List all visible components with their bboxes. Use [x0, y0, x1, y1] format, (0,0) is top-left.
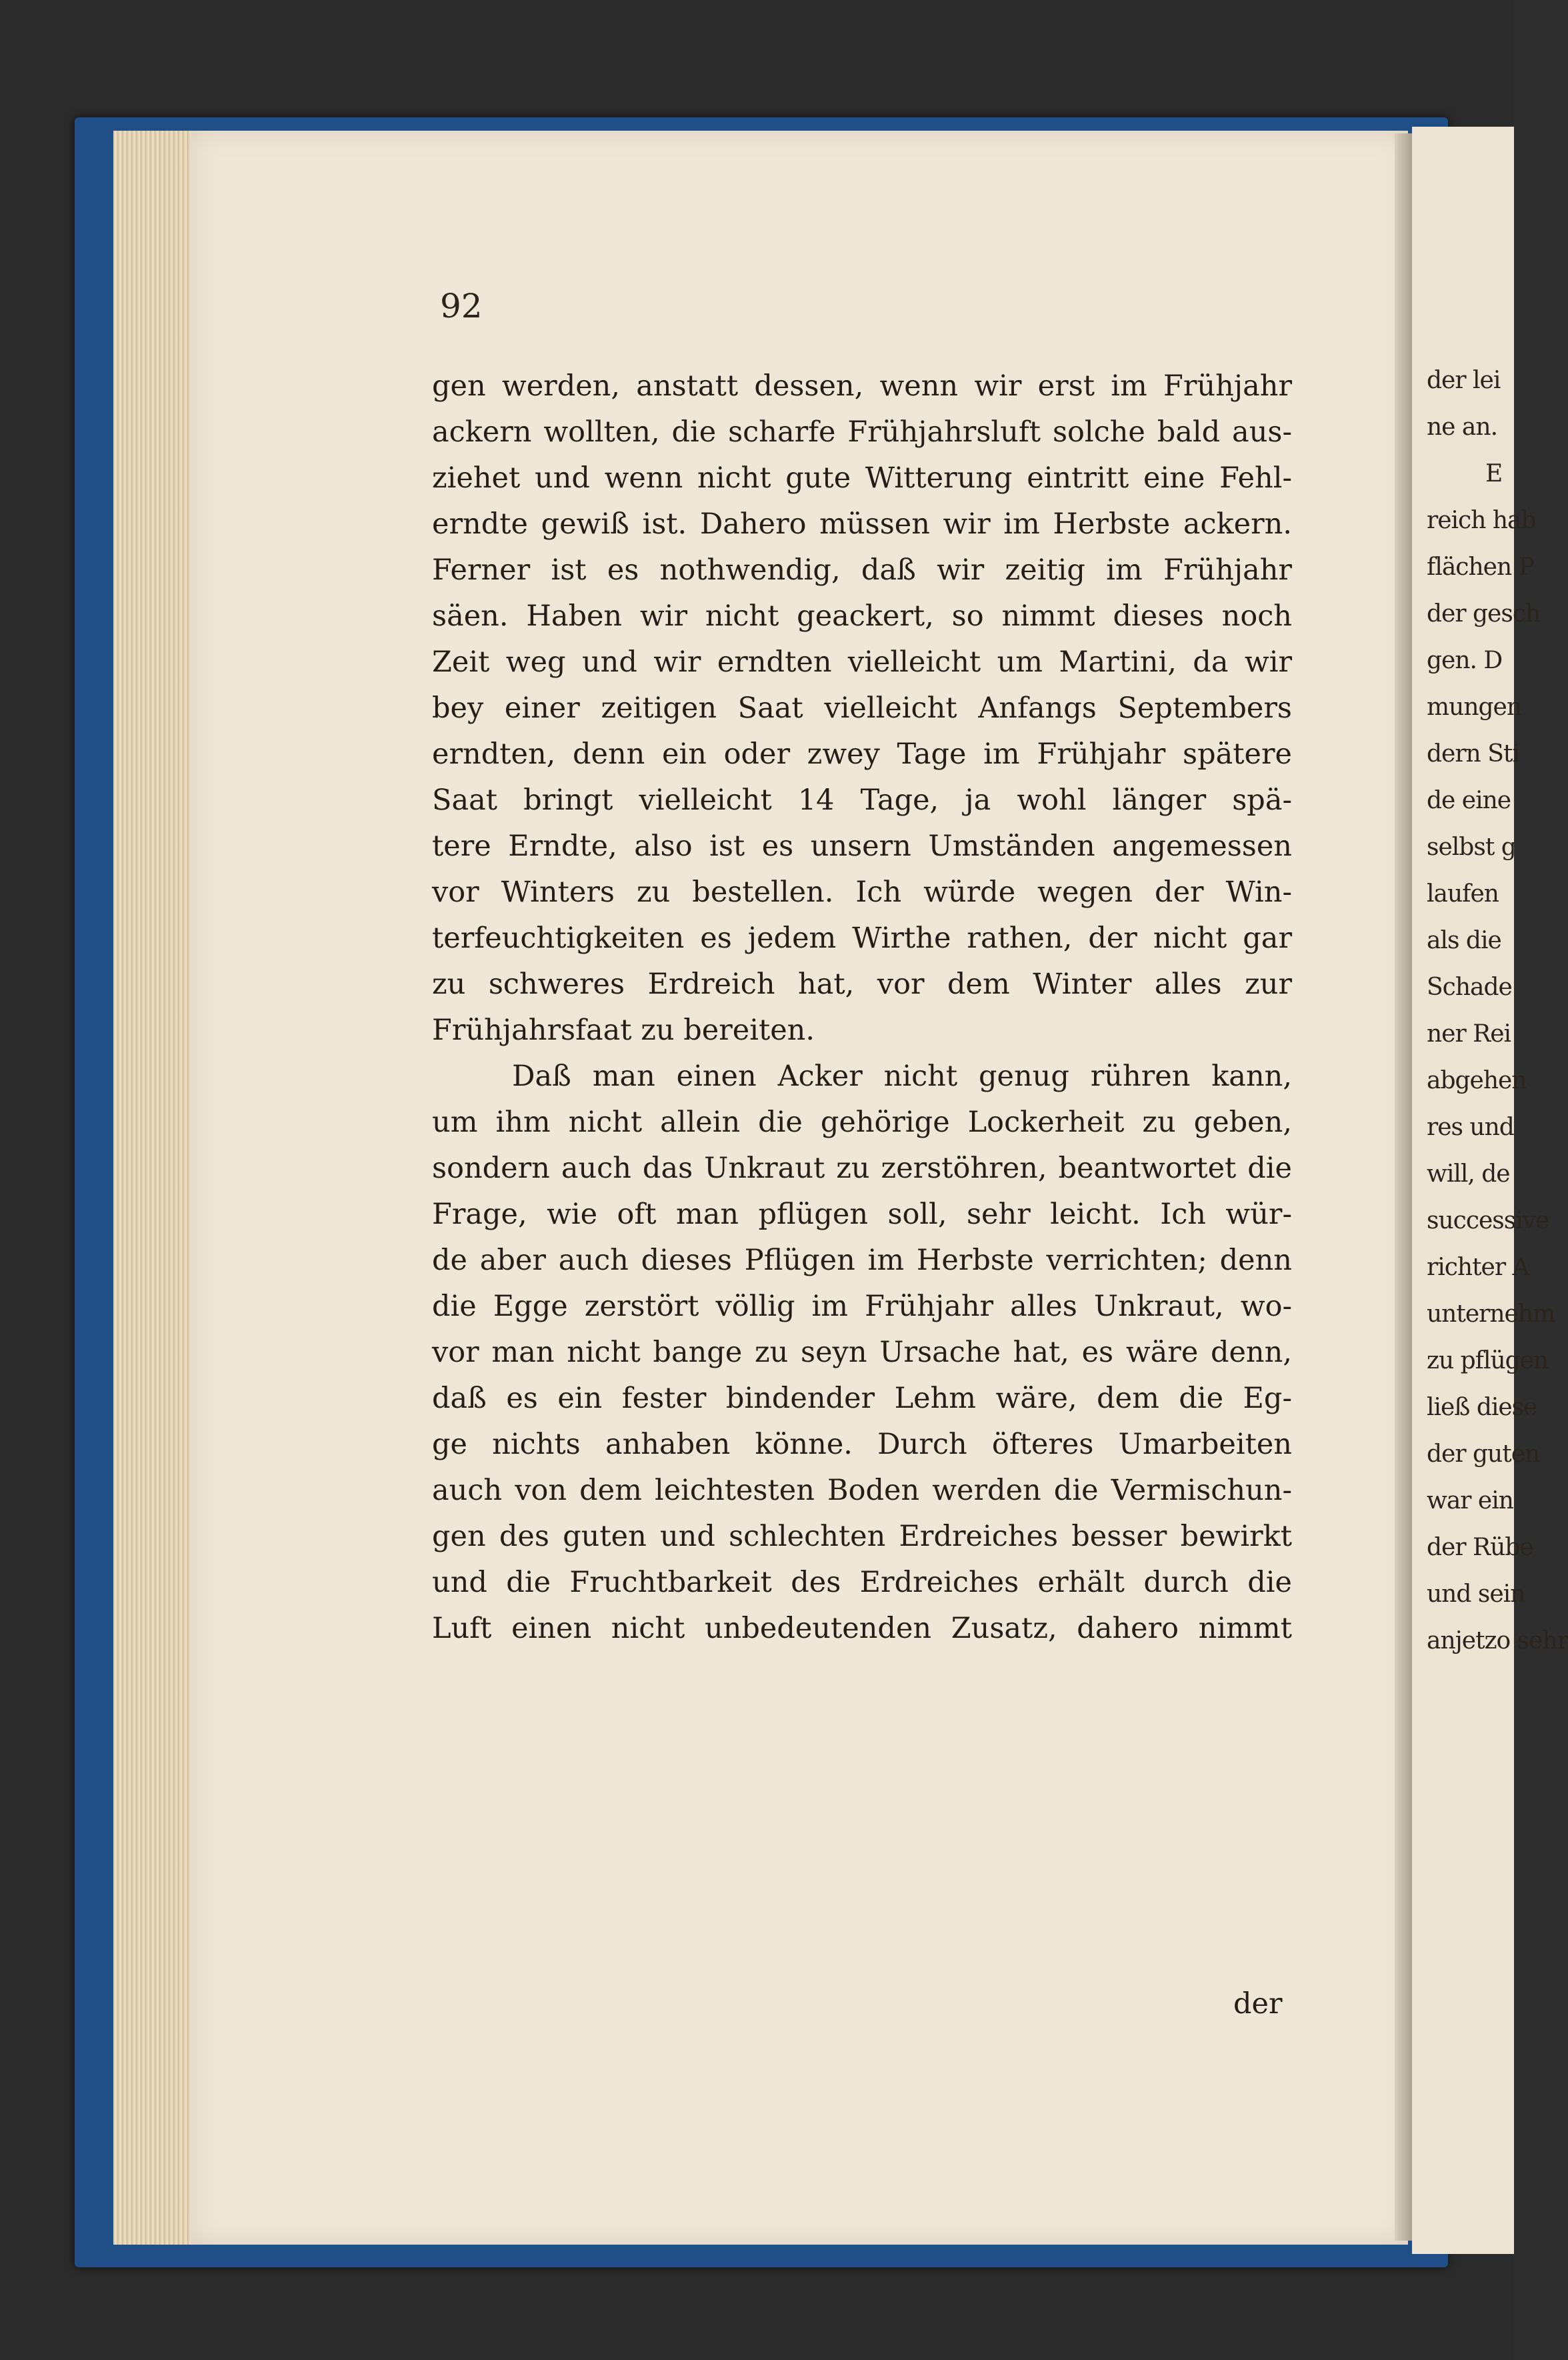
- text-line: ge nichts anhaben könne. Durch öfteres Umarbeiten: [432, 1428, 1292, 1461]
- facing-page-fragment: laufen: [1427, 880, 1499, 908]
- facing-page-fragment: de eine: [1427, 787, 1511, 814]
- body-text: [432, 363, 1292, 1652]
- facing-page-fragment: und sein: [1427, 1580, 1525, 1608]
- text-line: tere Erndte, also ist es unsern Umständen angemessen: [432, 830, 1292, 863]
- facing-page-fragment: will, de: [1427, 1160, 1510, 1188]
- facing-page-fragment: anjetzo sehr: [1427, 1627, 1568, 1654]
- text-line: und die Fruchtbarkeit des Erdreiches erhält durch die: [432, 1566, 1292, 1599]
- facing-page-fragment: successive: [1427, 1207, 1549, 1234]
- facing-page-fragment: res und: [1427, 1114, 1514, 1141]
- text-line: um ihm nicht allein die gehörige Lockerheit zu geben,: [432, 1106, 1292, 1139]
- text-line: sondern auch das Unkraut zu zerstöhren, beantwortet die: [432, 1152, 1292, 1185]
- facing-page-fragment: E: [1485, 460, 1503, 487]
- text-line: Luft einen nicht unbedeutenden Zusatz, dahero nimmt: [432, 1612, 1292, 1645]
- text-line: de aber auch dieses Pflügen im Herbste verrichten; denn: [432, 1244, 1292, 1277]
- facing-page-fragment: flächen P: [1427, 553, 1534, 581]
- text-line: Frage, wie oft man pflügen soll, sehr leicht. Ich wür-: [432, 1198, 1292, 1231]
- facing-page-fragment: unternehm: [1427, 1300, 1555, 1328]
- facing-page-fragment: reich hab: [1427, 507, 1536, 534]
- facing-page-fragment: ne an.: [1427, 413, 1498, 441]
- facing-page-fragment: abgehen: [1427, 1067, 1527, 1094]
- text-line: ziehet und wenn nicht gute Witterung eintritt eine Fehl-: [432, 461, 1292, 495]
- text-line: erndten, denn ein oder zwey Tage im Frühjahr spätere: [432, 738, 1292, 771]
- facing-page-fragment: der lei: [1427, 367, 1501, 394]
- facing-page-fragment: als die: [1427, 927, 1501, 954]
- facing-page-fragment: ließ diese: [1427, 1394, 1537, 1421]
- text-line: erndte gewiß ist. Dahero müssen wir im Herbste ackern.: [432, 507, 1292, 541]
- facing-page: [1412, 127, 1568, 2254]
- text-line: gen des guten und schlechten Erdreiches besser bewirkt: [432, 1520, 1292, 1553]
- text-line: vor Winters zu bestellen. Ich würde wegen der Win-: [432, 876, 1292, 909]
- text-line: vor man nicht bange zu seyn Ursache hat, es wäre denn,: [432, 1336, 1292, 1369]
- text-line: bey einer zeitigen Saat vielleicht Anfangs Septembers: [432, 692, 1292, 725]
- facing-page-fragment: der guten: [1427, 1440, 1540, 1468]
- facing-page-fragment: ner Rei: [1427, 1020, 1511, 1048]
- text-line: Ferner ist es nothwendig, daß wir zeitig im Frühjahr: [432, 553, 1292, 587]
- text-line: terfeuchtigkeiten es jedem Wirthe rathen, der nicht gar: [432, 922, 1292, 955]
- facing-page-fragment: selbst g: [1427, 834, 1516, 861]
- facing-page-fragment: zu pflügen: [1427, 1347, 1549, 1374]
- catchword: der: [1233, 1987, 1283, 2021]
- text-line: Frühjahrsfaat zu bereiten.: [432, 1014, 815, 1047]
- text-line: auch von dem leichtesten Boden werden die Vermischun-: [432, 1474, 1292, 1507]
- text-line: ackern wollten, die scharfe Frühjahrsluft solche bald aus-: [432, 415, 1292, 449]
- page-edges: [113, 131, 193, 2245]
- text-line: säen. Haben wir nicht geackert, so nimmt dieses noch: [432, 600, 1292, 633]
- facing-page-fragment: war ein: [1427, 1487, 1513, 1514]
- facing-page-fragment: mungen: [1427, 694, 1522, 721]
- facing-page-fragment: gen. D: [1427, 647, 1503, 674]
- facing-page-fragment: der Rübe: [1427, 1534, 1533, 1561]
- text-line: zu schweres Erdreich hat, vor dem Winter alles zur: [432, 968, 1292, 1001]
- book-gutter: [1395, 133, 1413, 2241]
- page-number: 92: [440, 287, 483, 325]
- facing-page-fragment: Schade: [1427, 974, 1512, 1001]
- facing-page-fragment: richter A: [1427, 1254, 1529, 1281]
- text-line: die Egge zerstört völlig im Frühjahr alles Unkraut, wo-: [432, 1290, 1292, 1323]
- text-line: daß es ein fester bindender Lehm wäre, dem die Eg-: [432, 1382, 1292, 1415]
- text-line: Daß man einen Acker nicht genug rühren kann,: [512, 1060, 1292, 1093]
- text-line: Saat bringt vielleicht 14 Tage, ja wohl länger spä-: [432, 784, 1292, 817]
- text-line: gen werden, anstatt dessen, wenn wir erst im Frühjahr: [432, 369, 1292, 403]
- facing-page-fragment: der gesch: [1427, 600, 1541, 628]
- facing-page-fragment: dern Sti: [1427, 740, 1519, 768]
- text-line: Zeit weg und wir erndten vielleicht um Martini, da wir: [432, 646, 1292, 679]
